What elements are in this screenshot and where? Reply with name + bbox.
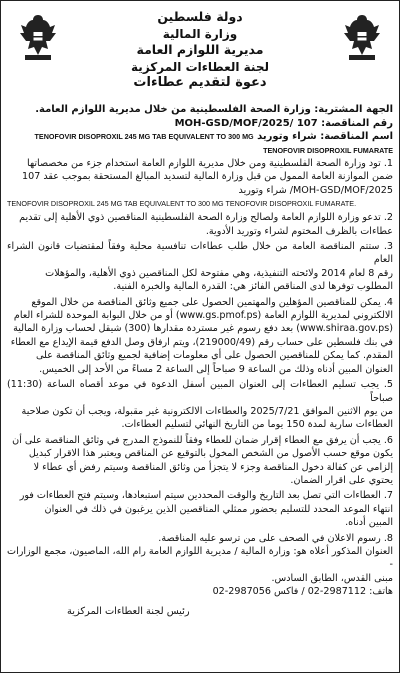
tender-number: رقم المناقصة: 107 /MOH-GSD/MOF/2025: [174, 117, 393, 129]
tender-meta: [7, 103, 393, 157]
clause-line: 5. يجب تسليم العطاءات إلى العنوان المبين أسفل الدعوة في موعد أقصاه الساعة (11:30) صباحاً: [7, 379, 393, 404]
clause-line: العنوان المبين أدناه وذلك من الساعة 9 صباحاً إلى الساعة 2 مساءً من الأحد إلى الخميس.: [39, 363, 393, 375]
clause-line: المقدم. كما يمكن للمناقصين الحصول على أي معلومات إضافية لجميع وثائق المناقصة على: [36, 350, 393, 362]
clause-line: 8. رسوم الاعلان في الصحف على من ترسو عليه المناقصة.: [158, 532, 393, 544]
header-titles: [7, 5, 393, 92]
palestine-eagle-emblem-icon: [341, 11, 383, 61]
palestine-eagle-emblem-icon: [17, 11, 59, 61]
clause-line: 7. العطاءات التي تصل بعد التاريخ والوقت المحددين سيتم استبعادها، وسيتم فتح العطاءات فور: [19, 490, 393, 502]
clause-5: [7, 378, 393, 432]
directorate-name: مديرية اللوازم العامة: [136, 42, 264, 57]
tender-name-label: اسم المناقصة: شراء وتوريد: [257, 131, 393, 142]
header: [7, 5, 393, 103]
footer: [7, 545, 393, 618]
ministry-name: وزارة المالية: [162, 26, 238, 41]
clause-4: [7, 296, 393, 376]
clause-line: 2. تدعو وزارة اللوازم العامة ولصالح وزارة الصحة الفلسطينية المناقصين ذوي الأهلية إلى تقديم: [19, 212, 393, 224]
intro-clause: [7, 157, 393, 209]
address-line: العنوان المذكور أعلاه هو: وزارة المالية / مديرية اللوازم العامة رام الله، الماصيون، مجمع الوزارات -: [7, 545, 393, 571]
tender-product: TENOFOVIR DISOPROXIL 245 MG TAB EQUIVALENT TO 300 MG TENOFOVIR DISOPROXIL FUMARATE: [34, 132, 393, 155]
clause-8: [7, 532, 393, 545]
committee-name: لجنة العطاءات المركزية: [131, 59, 269, 74]
intro-product: TENOFOVIR DISOPROXIL 245 MG TAB EQUIVALENT TO 300 MG TENOFOVIR DISOPROXIL FUMARATE.: [7, 199, 357, 209]
clause-line: 4. يمكن للمناقصين المؤهلين والمهتمين الحصول على جميع وثائق المناقصة من خلال الموقع: [31, 296, 393, 308]
clause-line: المبين أدناه.: [345, 517, 393, 529]
intro-line: MOH-GSD/MOF/2025/ شراء وتوريد: [238, 184, 393, 196]
clause-7: [7, 489, 393, 529]
buyer-line: الجهة المشترية: وزارة الصحة الفلسطينية من خلال مديرية اللوازم العامة.: [35, 104, 393, 115]
clause-line: انتهاء الموعد المحدد للتسليم بحضور ممثلي المناقصين الذين يرغبون في ذلك في العنوان: [44, 503, 393, 515]
clause-line: (www.shiraa.gov.ps) بعد دفع رسوم غير مستردة مقدارها (300) شيقل لحساب وزارة المالية: [13, 323, 393, 335]
clause-line: العطاءات سارية لمدة 150 يوما من التاريخ النهائي لتسليم العطاءات.: [121, 419, 393, 431]
address-line: مبنى القدس، الطابق السادس.: [271, 572, 393, 584]
clause-3: [7, 240, 393, 294]
clause-line: من يوم الاثنين الموافق 2025/7/21 والعطاءات الالكترونية غير مقبولة، ويجب أن تكون صلاحية: [21, 405, 393, 417]
clause-line: الالكتروني لمديرية اللوازم العامة (www.gs.pmof.ps) أو من خلال البوابة الموحدة للشراء العام: [13, 310, 393, 322]
clause-line: 6. يجب أن يرفق مع العطاء إقرار ضمان للعطاء وفقاً للنموذج المدرج في وثائق المناقصة على أن: [12, 434, 393, 446]
clause-line: يكون موقع حسب الأصول من الشخص المخول بالتوقيع عن المناقص ويعتبر هذا الاقرار كبديل: [28, 448, 393, 460]
clause-line: رقم 8 لعام 2014 ولائحته التنفيذية، وهي مفتوحة لكل المناقصين ذوي الأهلية، والمؤهلات: [45, 267, 393, 279]
clause-line: المطلوب توفرها لدى المناقص الفائز هي: القدرة المالية والخبرة الفنية.: [113, 281, 393, 293]
clause-line: إلزامي عن كفالة دخول المناقصة وجزء لا يتجزأ من وثائق المناقصة وسيتم رفض أي عطاء لا: [33, 461, 393, 473]
intro-line: 1. تود وزارة الصحة الفلسطينية ومن خلال مديرية اللوازم العامة استخدام جزء من مخصصاتها: [27, 158, 393, 169]
clause-line: يحتوي على اقرار الضمان.: [290, 474, 393, 486]
notice-title: دعوة لتقديم عطاءات: [133, 75, 267, 90]
clauses: [7, 211, 393, 545]
phone-fax-line: هاتف: 2987112-02 / فاكس 2987056-02: [212, 586, 393, 598]
clause-6: [7, 434, 393, 488]
clause-2: [7, 211, 393, 238]
clause-line: 3. ستتم المناقصة العامة من خلال طلب عطاءات تنافسية محلية وفقاً لمقتضيات قانون الشراء العام: [7, 241, 393, 266]
signature-line: رئيس لجنة العطاءات المركزية: [67, 605, 190, 617]
intro-line: ضمن الموازنة العامة الممول من قبل وزارة المالية لتسديد المبالغ المستحقة بموجب عقد 107: [22, 171, 393, 183]
clause-line: عطاءات بالظرف المختوم لشراء وتوريد الأدوية.: [205, 225, 393, 237]
tender-name: [7, 130, 393, 157]
state-name: دولة فلسطين: [157, 9, 243, 24]
clause-line: في بنك فلسطين على حساب رقم (219000/49)، ويتم ارفاق وصل الدفع قيمة الإيداع مع العطاء: [10, 336, 393, 348]
